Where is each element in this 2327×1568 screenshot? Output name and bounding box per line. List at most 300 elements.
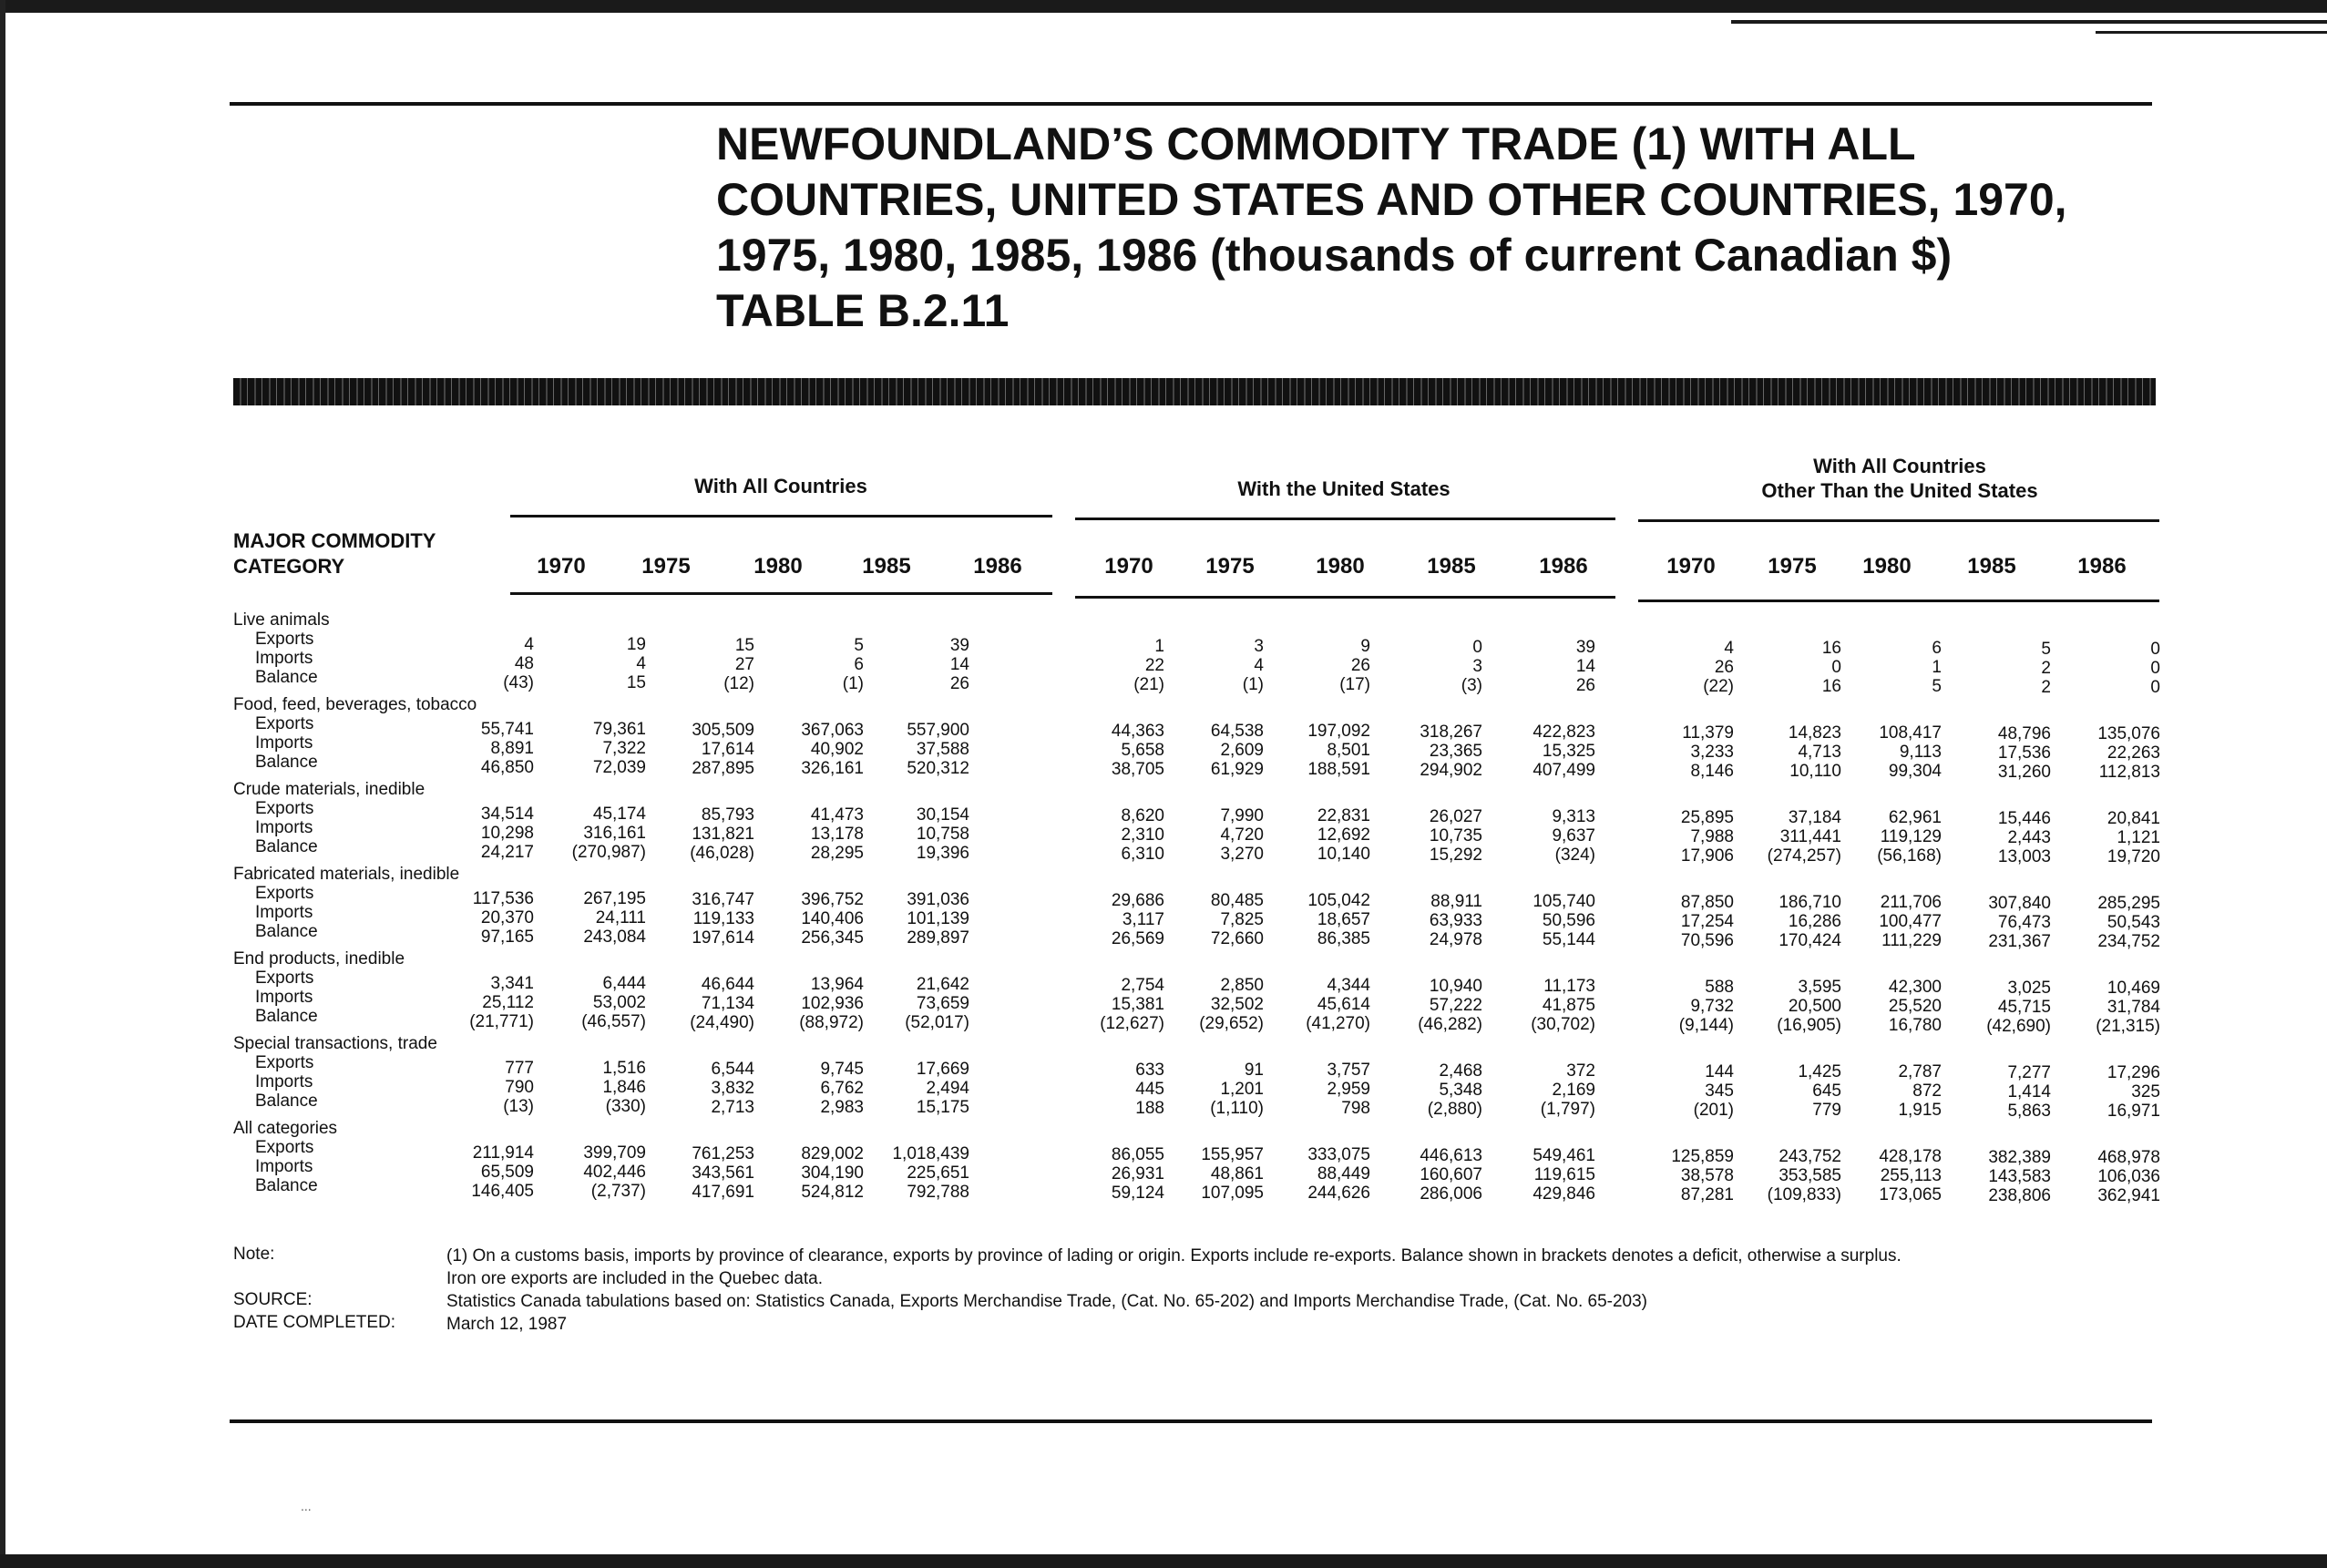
table-cell: 211,706 [1880, 893, 1942, 912]
table-cell: 326,161 [801, 759, 864, 778]
table-cell: 5,863 [2007, 1102, 2051, 1121]
table-cell: 3,595 [1798, 978, 1841, 997]
table-cell: 125,859 [1671, 1147, 1734, 1166]
table-cell: 91 [1244, 1061, 1264, 1080]
table-cell: 46,850 [480, 758, 534, 777]
table-cell: 468,978 [2097, 1148, 2160, 1167]
table-cell: 26 [1714, 658, 1734, 677]
table-cell: 16 [1821, 639, 1841, 658]
table-cell: 549,461 [1533, 1146, 1595, 1165]
table-cell: 24,978 [1429, 930, 1482, 949]
table-cell: 70,596 [1680, 931, 1734, 950]
table-cell: 140,406 [801, 909, 864, 928]
table-cell: 27 [734, 655, 754, 674]
table-cell: 38,578 [1680, 1166, 1734, 1185]
table-cell: 6,310 [1121, 845, 1164, 864]
table-cell: 55,144 [1542, 930, 1595, 949]
table-cell: 40,902 [810, 740, 864, 759]
table-cell: 399,709 [583, 1143, 646, 1163]
group-rule-bottom [1638, 600, 2159, 602]
note-line: (1) On a customs basis, imports by province of clearance, exports by province of lading or origin. Exports include re-exports. Balance shown in brackets denotes a deficit, otherwise a surplus. [446, 1246, 1902, 1266]
table-cell: 0 [1472, 638, 1482, 657]
table-cell: 173,065 [1879, 1185, 1942, 1204]
table-cell: 19 [626, 635, 646, 654]
table-cell: (9,144) [1678, 1016, 1734, 1035]
table-cell: (274,257) [1767, 846, 1841, 866]
table-cell: (21,315) [2096, 1017, 2160, 1036]
table-cell: 4 [636, 654, 646, 673]
table-cell: 0 [2150, 659, 2160, 678]
table-cell: 1,018,439 [892, 1144, 969, 1163]
table-cell: 22,263 [2107, 743, 2160, 763]
table-cell: 45,174 [592, 804, 646, 824]
row-label-balance: Balance [255, 922, 318, 941]
table-cell: 41,473 [810, 805, 864, 825]
table-cell: 10,469 [2107, 979, 2160, 998]
group-rule-bottom [510, 592, 1052, 595]
table-cell: 80,485 [1210, 891, 1264, 910]
row-label-exports: Exports [255, 884, 314, 903]
table-cell: 428,178 [1879, 1147, 1942, 1166]
table-cell: 256,345 [801, 928, 864, 948]
table-cell: 790 [505, 1078, 534, 1097]
scan-edge-top [0, 0, 2327, 13]
table-cell: (12,627) [1100, 1014, 1164, 1033]
table-cell: 19,720 [2107, 847, 2160, 866]
table-cell: 429,846 [1533, 1184, 1595, 1204]
table-cell: 105,042 [1307, 891, 1370, 910]
title-line: TABLE B.2.11 [716, 285, 1010, 336]
table-cell: 9,637 [1552, 826, 1595, 845]
table-cell: 119,615 [1533, 1165, 1595, 1184]
table-cell: 20,841 [2107, 809, 2160, 828]
scan-edge-top-mark-2 [2096, 31, 2327, 34]
scan-edge-left [0, 0, 5, 1568]
table-cell: 48,796 [1997, 724, 2051, 743]
year-header: 1975 [1205, 554, 1255, 579]
row-label-exports: Exports [255, 1138, 314, 1157]
row-label-exports: Exports [255, 968, 314, 988]
table-cell: 17,906 [1680, 846, 1734, 866]
table-cell: 829,002 [801, 1144, 864, 1163]
table-cell: (46,028) [690, 844, 754, 863]
category-label: Crude materials, inedible [233, 780, 425, 799]
table-cell: 32,502 [1210, 995, 1264, 1014]
table-cell: 119,129 [1880, 827, 1942, 846]
category-label: Live animals [233, 610, 330, 630]
table-cell: 97,165 [480, 927, 534, 947]
category-column-header [233, 528, 436, 579]
table-cell: 79,361 [592, 720, 646, 739]
table-cell: 304,190 [801, 1163, 864, 1183]
row-label-imports: Imports [255, 988, 313, 1007]
year-header: 1975 [641, 554, 691, 579]
table-cell: 59,124 [1111, 1184, 1164, 1203]
table-cell: 62,961 [1888, 808, 1942, 827]
table-cell: 1,516 [602, 1059, 646, 1078]
table-cell: (56,168) [1877, 846, 1942, 866]
row-label-exports: Exports [255, 799, 314, 818]
table-cell: 99,304 [1888, 762, 1942, 781]
table-cell: 234,752 [2097, 932, 2160, 951]
table-cell: 244,626 [1307, 1184, 1370, 1203]
table-cell: 285,295 [2097, 894, 2160, 913]
table-cell: (30,702) [1531, 1015, 1595, 1034]
table-cell: 26 [1350, 656, 1370, 675]
table-cell: 3,757 [1327, 1061, 1370, 1080]
page-title [716, 117, 2137, 339]
table-cell: 76,473 [1997, 913, 2051, 932]
table-cell: 24,217 [480, 843, 534, 862]
table-cell: 25,112 [482, 993, 534, 1012]
title-line: NEWFOUNDLAND’S COMMODITY TRADE (1) WITH ALL [716, 118, 1916, 169]
table-cell: 7,988 [1690, 827, 1734, 846]
table-cell: 2,609 [1220, 741, 1264, 760]
table-cell: 188,591 [1307, 760, 1370, 779]
table-cell: 24,111 [595, 908, 646, 927]
category-label: Fabricated materials, inedible [233, 865, 460, 884]
date-text: March 12, 1987 [446, 1315, 568, 1334]
table-cell: 0 [1831, 658, 1841, 677]
table-cell: 87,850 [1680, 893, 1734, 912]
table-cell: 798 [1341, 1099, 1370, 1118]
table-cell: 305,509 [692, 721, 754, 740]
row-label-imports: Imports [255, 1072, 313, 1091]
category-header-line: CATEGORY [233, 555, 345, 578]
table-cell: 26,027 [1429, 807, 1482, 826]
table-cell: 311,441 [1779, 827, 1841, 846]
table-cell: 10,940 [1429, 977, 1482, 996]
group-rule-top [510, 515, 1052, 518]
table-cell: 18,657 [1317, 910, 1370, 929]
table-cell: 362,941 [2097, 1186, 2160, 1205]
table-cell: 197,614 [692, 928, 754, 948]
table-cell: 25,895 [1680, 808, 1734, 827]
year-header: 1970 [1104, 554, 1153, 579]
group-header-line: With All Countries [694, 475, 867, 497]
table-cell: 6,762 [820, 1079, 864, 1098]
table-cell: 777 [505, 1059, 534, 1078]
table-cell: 28,295 [810, 844, 864, 863]
table-cell: 3,270 [1220, 845, 1264, 864]
table-cell: 307,840 [1988, 894, 2051, 913]
table-cell: 107,095 [1201, 1184, 1264, 1203]
table-cell: 61,929 [1210, 760, 1264, 779]
row-label-exports: Exports [255, 630, 314, 649]
table-cell: 2,494 [926, 1079, 969, 1098]
table-cell: 46,644 [701, 975, 754, 994]
group-header-line: With the United States [1237, 477, 1451, 500]
table-cell: 85,793 [701, 805, 754, 825]
table-cell: 37,588 [916, 740, 969, 759]
group-header-line: Other Than the United States [1761, 479, 2038, 502]
table-cell: 294,902 [1420, 761, 1482, 780]
row-label-exports: Exports [255, 714, 314, 733]
table-cell: 26,931 [1111, 1164, 1164, 1184]
row-label-imports: Imports [255, 818, 313, 837]
year-header: 1980 [1862, 554, 1912, 579]
table-cell: 396,752 [801, 890, 864, 909]
table-cell: 0 [2150, 678, 2160, 697]
table-cell: 102,936 [801, 994, 864, 1013]
table-cell: 50,543 [2107, 913, 2160, 932]
table-cell: 6 [1932, 639, 1942, 658]
table-cell: 135,076 [2097, 724, 2160, 743]
table-cell: 15,381 [1111, 995, 1164, 1014]
table-cell: 8,891 [490, 739, 534, 758]
bottom-rule [230, 1419, 2152, 1423]
table-cell: 14 [949, 655, 969, 674]
group-header-united-states [1075, 477, 1613, 501]
table-cell: 6 [854, 655, 864, 674]
row-label-balance: Balance [255, 1091, 318, 1111]
table-cell: 88,911 [1430, 892, 1482, 911]
date-label: DATE COMPLETED: [233, 1313, 396, 1332]
table-cell: 5 [1932, 677, 1942, 696]
table-cell: 761,253 [692, 1144, 754, 1163]
table-cell: 170,424 [1779, 931, 1841, 950]
table-cell: 15 [734, 636, 754, 655]
table-cell: 9,313 [1552, 807, 1595, 826]
table-cell: 231,367 [1988, 932, 2051, 951]
table-cell: (41,270) [1306, 1014, 1370, 1033]
table-cell: 779 [1812, 1101, 1841, 1120]
table-cell: 64,538 [1210, 722, 1264, 741]
year-header: 1970 [1666, 554, 1716, 579]
table-cell: 4,344 [1327, 976, 1370, 995]
table-cell: 87,281 [1680, 1185, 1734, 1204]
table-cell: 4 [1724, 639, 1734, 658]
table-cell: 8,501 [1327, 741, 1370, 760]
table-cell: 26 [949, 674, 969, 693]
table-cell: 318,267 [1420, 723, 1482, 742]
table-cell: 1,846 [602, 1078, 646, 1097]
table-cell: 4,720 [1220, 825, 1264, 845]
table-cell: 9,745 [820, 1060, 864, 1079]
group-rule-bottom [1075, 596, 1615, 599]
table-cell: 131,821 [692, 825, 754, 844]
row-label-balance: Balance [255, 1176, 318, 1195]
table-cell: (324) [1554, 845, 1595, 865]
table-cell: 106,036 [2097, 1167, 2160, 1186]
table-cell: 155,957 [1201, 1145, 1264, 1164]
group-header-all-countries [512, 474, 1050, 498]
table-cell: 2,983 [820, 1098, 864, 1117]
table-cell: 10,758 [916, 825, 969, 844]
row-label-imports: Imports [255, 649, 313, 668]
table-cell: 22 [1144, 656, 1164, 675]
table-cell: 7,990 [1220, 806, 1264, 825]
group-rule-top [1638, 519, 2159, 522]
table-cell: 65,509 [480, 1163, 534, 1182]
table-cell: 17,669 [916, 1060, 969, 1079]
table-cell: (21,771) [469, 1012, 534, 1031]
table-cell: (2,880) [1427, 1100, 1482, 1119]
table-cell: 286,006 [1420, 1184, 1482, 1204]
table-cell: 0 [2150, 640, 2160, 659]
table-cell: 391,036 [907, 890, 969, 909]
row-label-imports: Imports [255, 903, 313, 922]
table-cell: 197,092 [1307, 722, 1370, 741]
year-header: 1980 [1316, 554, 1365, 579]
table-cell: (3) [1461, 676, 1482, 695]
table-cell: (270,987) [571, 843, 646, 862]
table-cell: 2,169 [1552, 1081, 1595, 1100]
title-line: 1975, 1980, 1985, 1986 (thousands of current Canadian $) [716, 230, 1953, 281]
table-cell: 88,449 [1317, 1164, 1370, 1184]
table-cell: 14 [1575, 657, 1595, 676]
table-cell: 446,613 [1420, 1146, 1482, 1165]
table-cell: 5 [854, 636, 864, 655]
table-cell: 9,732 [1690, 997, 1734, 1016]
table-cell: 9 [1360, 637, 1370, 656]
table-cell: 39 [1575, 638, 1595, 657]
row-label-balance: Balance [255, 668, 318, 687]
table-cell: 19,396 [916, 844, 969, 863]
table-cell: 633 [1135, 1061, 1164, 1080]
table-cell: 353,585 [1779, 1166, 1841, 1185]
table-cell: 382,389 [1988, 1148, 2051, 1167]
table-cell: 367,063 [801, 721, 864, 740]
row-label-balance: Balance [255, 1007, 318, 1026]
table-cell: 16,780 [1888, 1016, 1942, 1035]
table-cell: 38,705 [1111, 760, 1164, 779]
table-cell: 289,897 [907, 928, 969, 948]
table-cell: 11,173 [1543, 977, 1595, 996]
table-cell: 112,813 [2098, 763, 2160, 782]
table-cell: 238,806 [1988, 1186, 2051, 1205]
table-cell: 29,686 [1111, 891, 1164, 910]
table-cell: 86,055 [1111, 1145, 1164, 1164]
table-cell: 143,583 [1988, 1167, 2051, 1186]
table-cell: 316,747 [692, 890, 754, 909]
table-cell: 23,365 [1429, 742, 1482, 761]
table-cell: 17,254 [1680, 912, 1734, 931]
table-cell: (1) [842, 674, 864, 693]
table-cell: 45,614 [1317, 995, 1370, 1014]
table-cell: 524,812 [801, 1183, 864, 1202]
scan-edge-bottom [0, 1554, 2327, 1568]
row-label-imports: Imports [255, 733, 313, 753]
category-label: End products, inedible [233, 949, 405, 968]
table-cell: 144 [1705, 1062, 1734, 1081]
year-header: 1975 [1768, 554, 1817, 579]
table-cell: 37,184 [1788, 808, 1841, 827]
table-cell: 243,752 [1779, 1147, 1841, 1166]
table-cell: 26,569 [1111, 929, 1164, 948]
table-cell: 325 [2131, 1082, 2160, 1102]
table-cell: 1,201 [1220, 1080, 1264, 1099]
table-cell: 31,260 [1997, 763, 2051, 782]
note-line: Iron ore exports are included in the Quebec data. [446, 1269, 823, 1288]
table-cell: 211,914 [472, 1143, 534, 1163]
table-cell: 41,875 [1542, 996, 1595, 1015]
table-cell: (46,557) [581, 1012, 646, 1031]
table-cell: 100,477 [1879, 912, 1942, 931]
table-cell: 3,832 [711, 1079, 754, 1098]
table-cell: 255,113 [1880, 1166, 1942, 1185]
table-cell: 26 [1575, 676, 1595, 695]
table-cell: 21,642 [916, 975, 969, 994]
title-line: COUNTRIES, UNITED STATES AND OTHER COUNTRIES, 1970, [716, 174, 2067, 225]
table-cell: (109,833) [1767, 1185, 1841, 1204]
category-header-line: MAJOR COMMODITY [233, 529, 436, 552]
table-cell: (201) [1693, 1101, 1734, 1120]
table-cell: 17,614 [701, 740, 754, 759]
row-label-exports: Exports [255, 1053, 314, 1072]
table-cell: 10,140 [1317, 845, 1370, 864]
table-cell: 588 [1705, 978, 1734, 997]
table-cell: 1 [1932, 658, 1942, 677]
table-cell: 7,825 [1220, 910, 1264, 929]
table-cell: 188 [1135, 1099, 1164, 1118]
table-cell: 13,964 [810, 975, 864, 994]
table-cell: 31,784 [2107, 998, 2160, 1017]
table-cell: (29,652) [1199, 1014, 1264, 1033]
table-cell: 2 [2041, 659, 2051, 678]
table-cell: 86,385 [1317, 929, 1370, 948]
group-header-line: With All Countries [1813, 455, 1986, 477]
table-cell: 105,740 [1533, 892, 1595, 911]
year-header: 1985 [862, 554, 911, 579]
table-cell: 5 [2041, 640, 2051, 659]
year-header: 1980 [753, 554, 803, 579]
table-cell: 16,286 [1788, 912, 1841, 931]
table-cell: 34,514 [480, 804, 534, 824]
table-cell: 30,154 [916, 805, 969, 825]
table-cell: 10,298 [480, 824, 534, 843]
scan-edge-top-mark [1731, 20, 2327, 24]
row-label-balance: Balance [255, 837, 318, 856]
year-header: 1985 [1427, 554, 1476, 579]
table-cell: 872 [1912, 1081, 1942, 1101]
table-cell: 50,596 [1542, 911, 1595, 930]
table-cell: (42,690) [1986, 1017, 2051, 1036]
table-cell: (1,797) [1540, 1100, 1595, 1119]
table-cell: 119,133 [692, 909, 754, 928]
table-cell: 6,444 [602, 974, 646, 993]
note-text [446, 1245, 2041, 1290]
table-cell: 12,692 [1317, 825, 1370, 845]
table-cell: 2,468 [1439, 1061, 1482, 1081]
table-cell: 3 [1254, 637, 1264, 656]
table-cell: 53,002 [592, 993, 646, 1012]
table-cell: 225,651 [907, 1163, 969, 1183]
table-cell: 5,348 [1439, 1081, 1482, 1100]
table-cell: (46,282) [1418, 1015, 1482, 1034]
table-cell: 2,310 [1121, 825, 1164, 845]
table-cell: 3,233 [1690, 743, 1734, 762]
table-cell: 72,660 [1210, 929, 1264, 948]
table-cell: 267,195 [583, 889, 646, 908]
top-rule [230, 102, 2152, 106]
table-cell: 2,713 [711, 1098, 754, 1117]
table-cell: 333,075 [1307, 1145, 1370, 1164]
table-cell: 117,536 [472, 889, 534, 908]
table-cell: 186,710 [1779, 893, 1841, 912]
table-cell: 243,084 [583, 927, 646, 947]
table-cell: (12) [723, 674, 754, 693]
table-cell: 1,915 [1898, 1101, 1942, 1120]
table-cell: 8,146 [1690, 762, 1734, 781]
table-cell: 73,659 [916, 994, 969, 1013]
table-cell: 3 [1472, 657, 1482, 676]
source-label: SOURCE: [233, 1290, 313, 1309]
table-cell: 7,322 [602, 739, 646, 758]
table-cell: 4 [1254, 656, 1264, 675]
table-cell: 15,325 [1542, 742, 1595, 761]
table-cell: 13,178 [810, 825, 864, 844]
